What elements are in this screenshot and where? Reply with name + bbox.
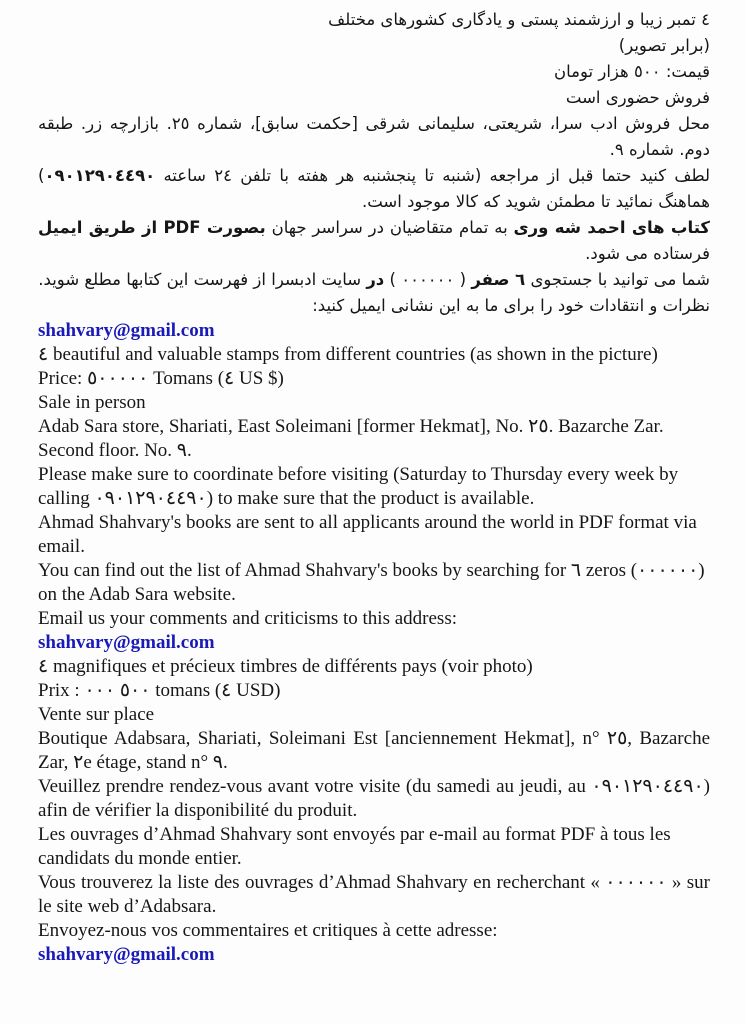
text-run: Please make sure to coordinate before visiting (Saturday to Thursday every week by calling ٠٩٠١٢٩٠٤٤٩٠) to make sure that the product is available. bbox=[38, 464, 679, 509]
text-run: محل فروش ادب سرا، شریعتی، سلیمانی شرقی [حکمت سابق]، شماره ٢٥. بازارچه زر. طبقه دوم. شماره ٩. bbox=[38, 114, 710, 159]
text-run: Sale in person bbox=[38, 392, 146, 413]
paragraph-fa bbox=[38, 59, 710, 85]
text-run: ٤ beautiful and valuable stamps from different countries (as shown in the picture) bbox=[38, 344, 658, 365]
text-run: به تمام متقاضیان در سراسر جهان bbox=[265, 218, 514, 237]
paragraph-en bbox=[38, 415, 710, 463]
text-run: سایت ادبسرا از فهرست این کتابها مطلع شوید. bbox=[38, 270, 367, 289]
text-run: Les ouvrages d’Ahmad Shahvary sont envoyés par e-mail au format PDF à tous les candidats du monde entier. bbox=[38, 824, 671, 869]
text-run: شما می توانید با جستجوی bbox=[525, 270, 710, 289]
text-run: لطف کنید حتما قبل از مراجعه (شنبه تا پنجشنبه هر هفته با تلفن ٢٤ ساعته bbox=[155, 166, 711, 185]
paragraph-fr bbox=[38, 655, 710, 679]
paragraph-fa bbox=[38, 33, 710, 59]
email-link[interactable] bbox=[38, 943, 710, 967]
text-run: ( ٠٠٠٠٠٠ ) bbox=[384, 270, 472, 289]
bold-text-run: کتاب های احمد شه وری bbox=[513, 218, 711, 237]
text-run: (برابر تصویر) bbox=[618, 36, 710, 55]
paragraph-fa bbox=[38, 293, 710, 319]
paragraph-en bbox=[38, 391, 710, 415]
paragraph-fa bbox=[38, 215, 710, 267]
paragraph-en bbox=[38, 559, 710, 607]
text-run: Email us your comments and criticisms to this address: bbox=[38, 608, 457, 629]
text-run: ) هماهنگ نمائید تا مطمئن شوید که کالا موجود است. bbox=[38, 166, 710, 211]
bold-text-run: ٠٩٠١٢٩٠٤٤٩٠ bbox=[44, 166, 156, 185]
email-link[interactable] bbox=[38, 319, 710, 343]
text-run: Prix : ٥٠٠ ٠٠٠ tomans (٤ USD) bbox=[38, 680, 281, 701]
text-run: قیمت: ٥٠٠ هزار تومان bbox=[554, 62, 710, 81]
paragraph-fr bbox=[38, 871, 710, 919]
paragraph-en bbox=[38, 343, 710, 367]
paragraph-fa bbox=[38, 111, 710, 163]
bold-text-run: بصورت PDF از طریق ایمیل bbox=[38, 218, 266, 237]
paragraph-en bbox=[38, 607, 710, 631]
text-run: Boutique Adabsara, Shariati, Soleimani Est [anciennement Hekmat], n° ٢٥, Bazarche Zar, ٢e étage, stand n° ٩. bbox=[38, 728, 710, 773]
text-run: shahvary@gmail.com bbox=[38, 320, 215, 341]
text-run: shahvary@gmail.com bbox=[38, 944, 215, 965]
text-run: shahvary@gmail.com bbox=[38, 632, 215, 653]
text-run: Veuillez prendre rendez-vous avant votre visite (du samedi au jeudi, au ٠٩٠١٢٩٠٤٤٩٠) afin de vérifier la disponibilité du produit. bbox=[38, 776, 710, 821]
paragraph-fa bbox=[38, 85, 710, 111]
text-run: Envoyez-nous vos commentaires et critiques à cette adresse: bbox=[38, 920, 498, 941]
bold-text-run: در bbox=[366, 270, 385, 289]
email-link[interactable] bbox=[38, 631, 710, 655]
text-run: ٤ magnifiques et précieux timbres de différents pays (voir photo) bbox=[38, 656, 533, 677]
bold-text-run: ٦ صفر bbox=[471, 270, 526, 289]
text-run: Price: ٥٠٠٠٠٠ Tomans (٤ US $) bbox=[38, 368, 284, 389]
paragraph-en bbox=[38, 367, 710, 391]
paragraph-fr bbox=[38, 919, 710, 943]
paragraph-en bbox=[38, 463, 710, 511]
paragraph-fr bbox=[38, 679, 710, 703]
text-run: فرستاده می شود. bbox=[585, 244, 710, 263]
paragraph-fr bbox=[38, 775, 710, 823]
paragraph-fr bbox=[38, 823, 710, 871]
paragraph-fr bbox=[38, 727, 710, 775]
paragraph-fa bbox=[38, 163, 710, 215]
paragraph-fr bbox=[38, 703, 710, 727]
paragraph-fa bbox=[38, 7, 710, 33]
text-run: Vous trouverez la liste des ouvrages d’Ahmad Shahvary en recherchant « ٠٠٠٠٠٠ » sur le site web d’Adabsara. bbox=[38, 872, 710, 917]
text-run: You can find out the list of Ahmad Shahvary's books by searching for ٦ zeros (٠٠٠٠٠٠) on the Adab Sara website. bbox=[38, 560, 705, 605]
text-run: ٤ تمبر زیبا و ارزشمند پستی و یادگاری کشورهای مختلف bbox=[328, 10, 710, 29]
text-run: Ahmad Shahvary's books are sent to all applicants around the world in PDF format via email. bbox=[38, 512, 697, 557]
paragraph-en bbox=[38, 511, 710, 559]
text-run: نظرات و انتقادات خود را برای ما به این نشانی ایمیل کنید: bbox=[312, 296, 710, 315]
paragraph-fa bbox=[38, 267, 710, 293]
text-run: Adab Sara store, Shariati, East Soleimani [former Hekmat], No. ٢٥. Bazarche Zar. Second floor. No. ٩. bbox=[38, 416, 664, 461]
text-run: Vente sur place bbox=[38, 704, 155, 725]
text-run: فروش حضوری است bbox=[565, 88, 710, 107]
